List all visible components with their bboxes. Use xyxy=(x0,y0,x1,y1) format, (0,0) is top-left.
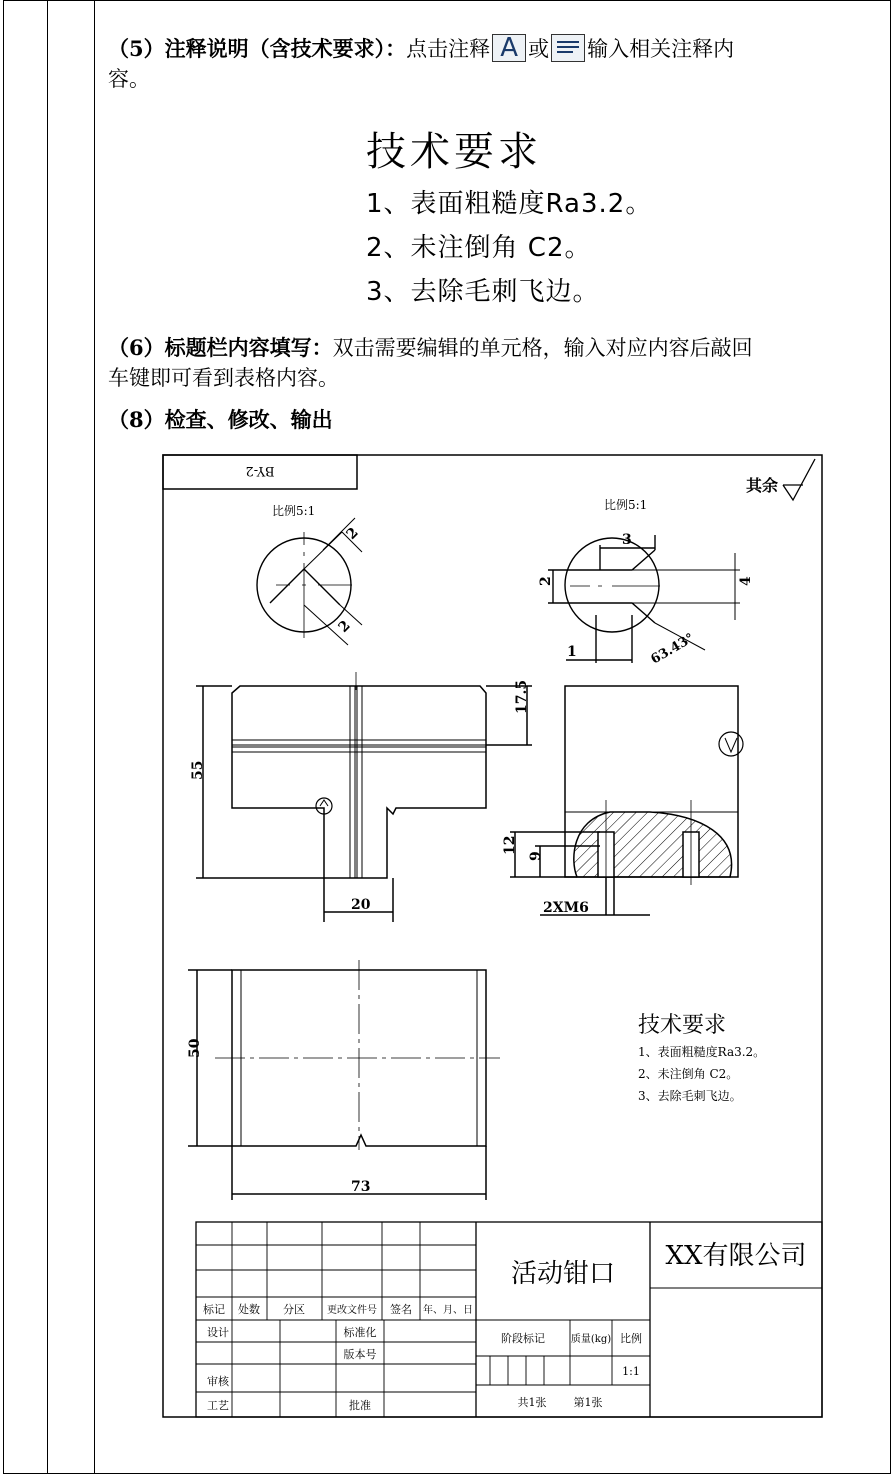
title-block-design: 设计 xyxy=(207,1326,229,1339)
step6-text-a: 双击需要编辑的单元格，输入对应内容后敲回 xyxy=(332,336,753,360)
step5-heading: （5）注释说明（含技术要求）： xyxy=(108,36,407,61)
title-block-sheets-total: 共1张 xyxy=(517,1396,547,1409)
annotation-a-icon[interactable]: A xyxy=(492,34,526,62)
dim-2-top: 2 xyxy=(343,524,362,543)
step6-text-b: 车键即可看到表格内容。 xyxy=(108,366,339,390)
title-block-mass: 质量(kg) xyxy=(570,1334,612,1345)
dim-1: 1 xyxy=(567,644,577,660)
top-view xyxy=(188,960,500,1200)
title-block-company: XX有限公司 xyxy=(665,1241,807,1271)
title-block-header: 年、月、日 xyxy=(423,1305,473,1316)
dim-55: 55 xyxy=(190,760,206,780)
drawing-tech-item: 1、表面粗糙度Ra3.2。 xyxy=(638,1045,766,1059)
dim-12: 12 xyxy=(502,835,518,855)
dim-4: 4 xyxy=(738,576,754,586)
drawing-tech-title: 技术要求 xyxy=(638,1013,727,1038)
title-block-sheet-no: 第1张 xyxy=(573,1396,603,1409)
scale-label-right: 比例5:1 xyxy=(604,498,648,512)
dim-20: 20 xyxy=(351,897,371,913)
title-block-header: 标记 xyxy=(203,1303,225,1316)
detail-view-right xyxy=(548,535,740,663)
tech-requirement-item: 2、未注倒角 C2。 xyxy=(366,233,592,263)
title-block-header: 分区 xyxy=(283,1303,305,1316)
step6-heading: （6）标题栏内容填写： xyxy=(108,335,333,360)
title-block-header: 更改文件号 xyxy=(327,1305,377,1316)
dim-thread: 2XM6 xyxy=(543,900,589,916)
drawing-tech-item: 3、去除毛刺飞边。 xyxy=(638,1089,742,1103)
title-block-approve: 批准 xyxy=(349,1399,371,1412)
drawing-tech-item: 2、未注倒角 C2。 xyxy=(638,1067,739,1081)
title-block-header: 签名 xyxy=(390,1303,412,1316)
title-block-standardization: 标准化 xyxy=(343,1326,377,1339)
scale-label-left: 比例5:1 xyxy=(272,504,316,518)
side-view xyxy=(510,686,743,915)
dim-angle: 63.43° xyxy=(648,630,697,668)
dim-73: 73 xyxy=(351,1179,371,1195)
title-block-review: 审核 xyxy=(207,1375,229,1388)
dim-9: 9 xyxy=(528,851,544,861)
dim-2-bottom: 2 xyxy=(335,617,354,636)
roughness-symbol-icon xyxy=(783,459,815,500)
step5-text-a: 点击注释 xyxy=(406,37,491,61)
front-view xyxy=(196,672,532,922)
drawing-frame xyxy=(163,455,822,1417)
title-block-process: 工艺 xyxy=(207,1399,229,1412)
dim-3: 3 xyxy=(622,532,632,548)
title-block-part-name: 活动钳口 xyxy=(510,1259,616,1289)
code-box-label: BY-2 xyxy=(245,463,275,478)
step5-text-c: 容。 xyxy=(108,67,150,91)
tech-requirements-title: 技术要求 xyxy=(366,129,542,175)
other-roughness-label: 其余 xyxy=(746,476,779,495)
step8-heading: （8）检查、修改、输出 xyxy=(108,407,333,432)
step5-text-b: 输入相关注释内 xyxy=(587,37,735,61)
title-block-stage-mark: 阶段标记 xyxy=(501,1332,545,1345)
dim-50: 50 xyxy=(187,1038,203,1058)
dim-2-left: 2 xyxy=(538,576,554,586)
title-block-version: 版本号 xyxy=(343,1348,377,1361)
title-block-header: 处数 xyxy=(238,1303,260,1316)
title-block-scale-label: 比例 xyxy=(620,1332,642,1345)
tech-requirement-item: 3、去除毛刺飞边。 xyxy=(366,277,600,307)
dim-17-5: 17.5 xyxy=(514,679,530,714)
title-block-scale-value: 1:1 xyxy=(622,1365,640,1378)
step5-text-or: 或 xyxy=(528,37,550,61)
tech-requirement-item: 1、表面粗糙度Ra3.2。 xyxy=(366,189,653,219)
